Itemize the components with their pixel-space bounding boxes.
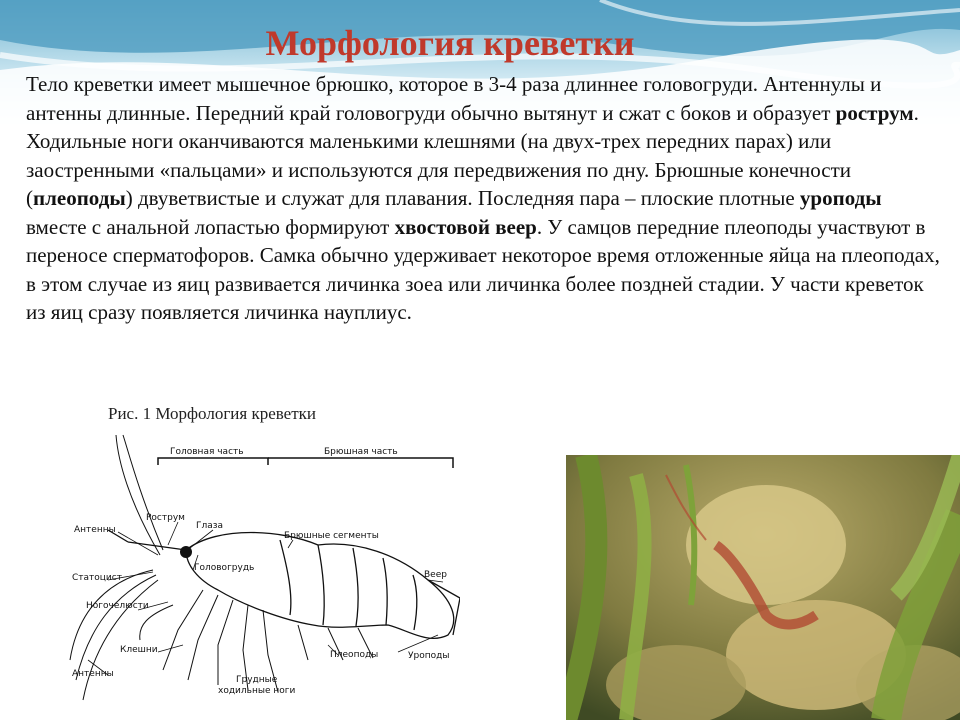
text-run: . Ходильные ноги оканчиваются маленькими клешнями (на двух-трех передних парах) или заостренными «пальцами» и используются для передвижения по дну. Брюшные конечности ( [26,100,919,210]
label-abdomen: Брюшная часть [324,447,398,457]
head-brace [158,458,268,465]
label-antennae-top: Антенны [74,525,116,535]
label-eyes: Глаза [196,521,224,531]
label-cephalothorax: Головогрудь [194,563,255,573]
label-head: Головная часть [170,447,244,457]
slide-title: Морфология креветки [265,23,635,63]
bold-term: уроподы [799,186,882,210]
shrimp-photo [566,455,960,720]
label-segments: Брюшные сегменты [284,531,379,541]
label-pleopods: Плеоподы [330,650,379,660]
shrimp-morphology-diagram [68,430,460,720]
abdomen-brace [268,458,453,468]
label-claws: Клешни [120,645,158,655]
body-paragraph [26,70,940,327]
label-walking-legs-1: Грудные [236,675,278,685]
text-run: ) двуветвистые и служат для плавания. Последняя пара – плоские плотные [125,186,800,210]
antennae-lines [70,435,163,700]
label-uropods: Уроподы [408,651,450,661]
bold-term: хвостовой веер [394,214,537,239]
label-fan: Веер [424,570,447,580]
shrimp-body-outline [108,530,460,638]
label-rostrum: Рострум [146,513,185,523]
label-statocyst: Статоцист [72,573,122,583]
text-run: Тело креветки имеет мышечное брюшко, которое в 3-4 раза длиннее головогруди. Антеннулы и антенны длинные. Передний край головогруди обычно вытянут и сжат с боков и образует [26,72,882,125]
figure-caption: Рис. 1 Морфология креветки [108,404,317,423]
bold-term: плеоподы [33,186,126,210]
label-antennae-bottom: Антенны [72,669,114,679]
text-run: вместе с анальной лопастью формируют [26,214,395,239]
bold-term: рострум [835,100,914,125]
label-jaw-legs: Ногочелюсти [86,601,149,611]
text-run: . У самцов передние плеоподы участвуют в переносе сперматофоров. Самка обычно удерживает некоторое время отложенные яйца на плеоподах, в этом случае из яиц развивается личинка зоеа или личинка более поздней стадии. У части креветок из яиц сразу появляется личинка науплиус. [26,214,940,324]
label-walking-legs-2: ходильные ноги [218,686,296,696]
